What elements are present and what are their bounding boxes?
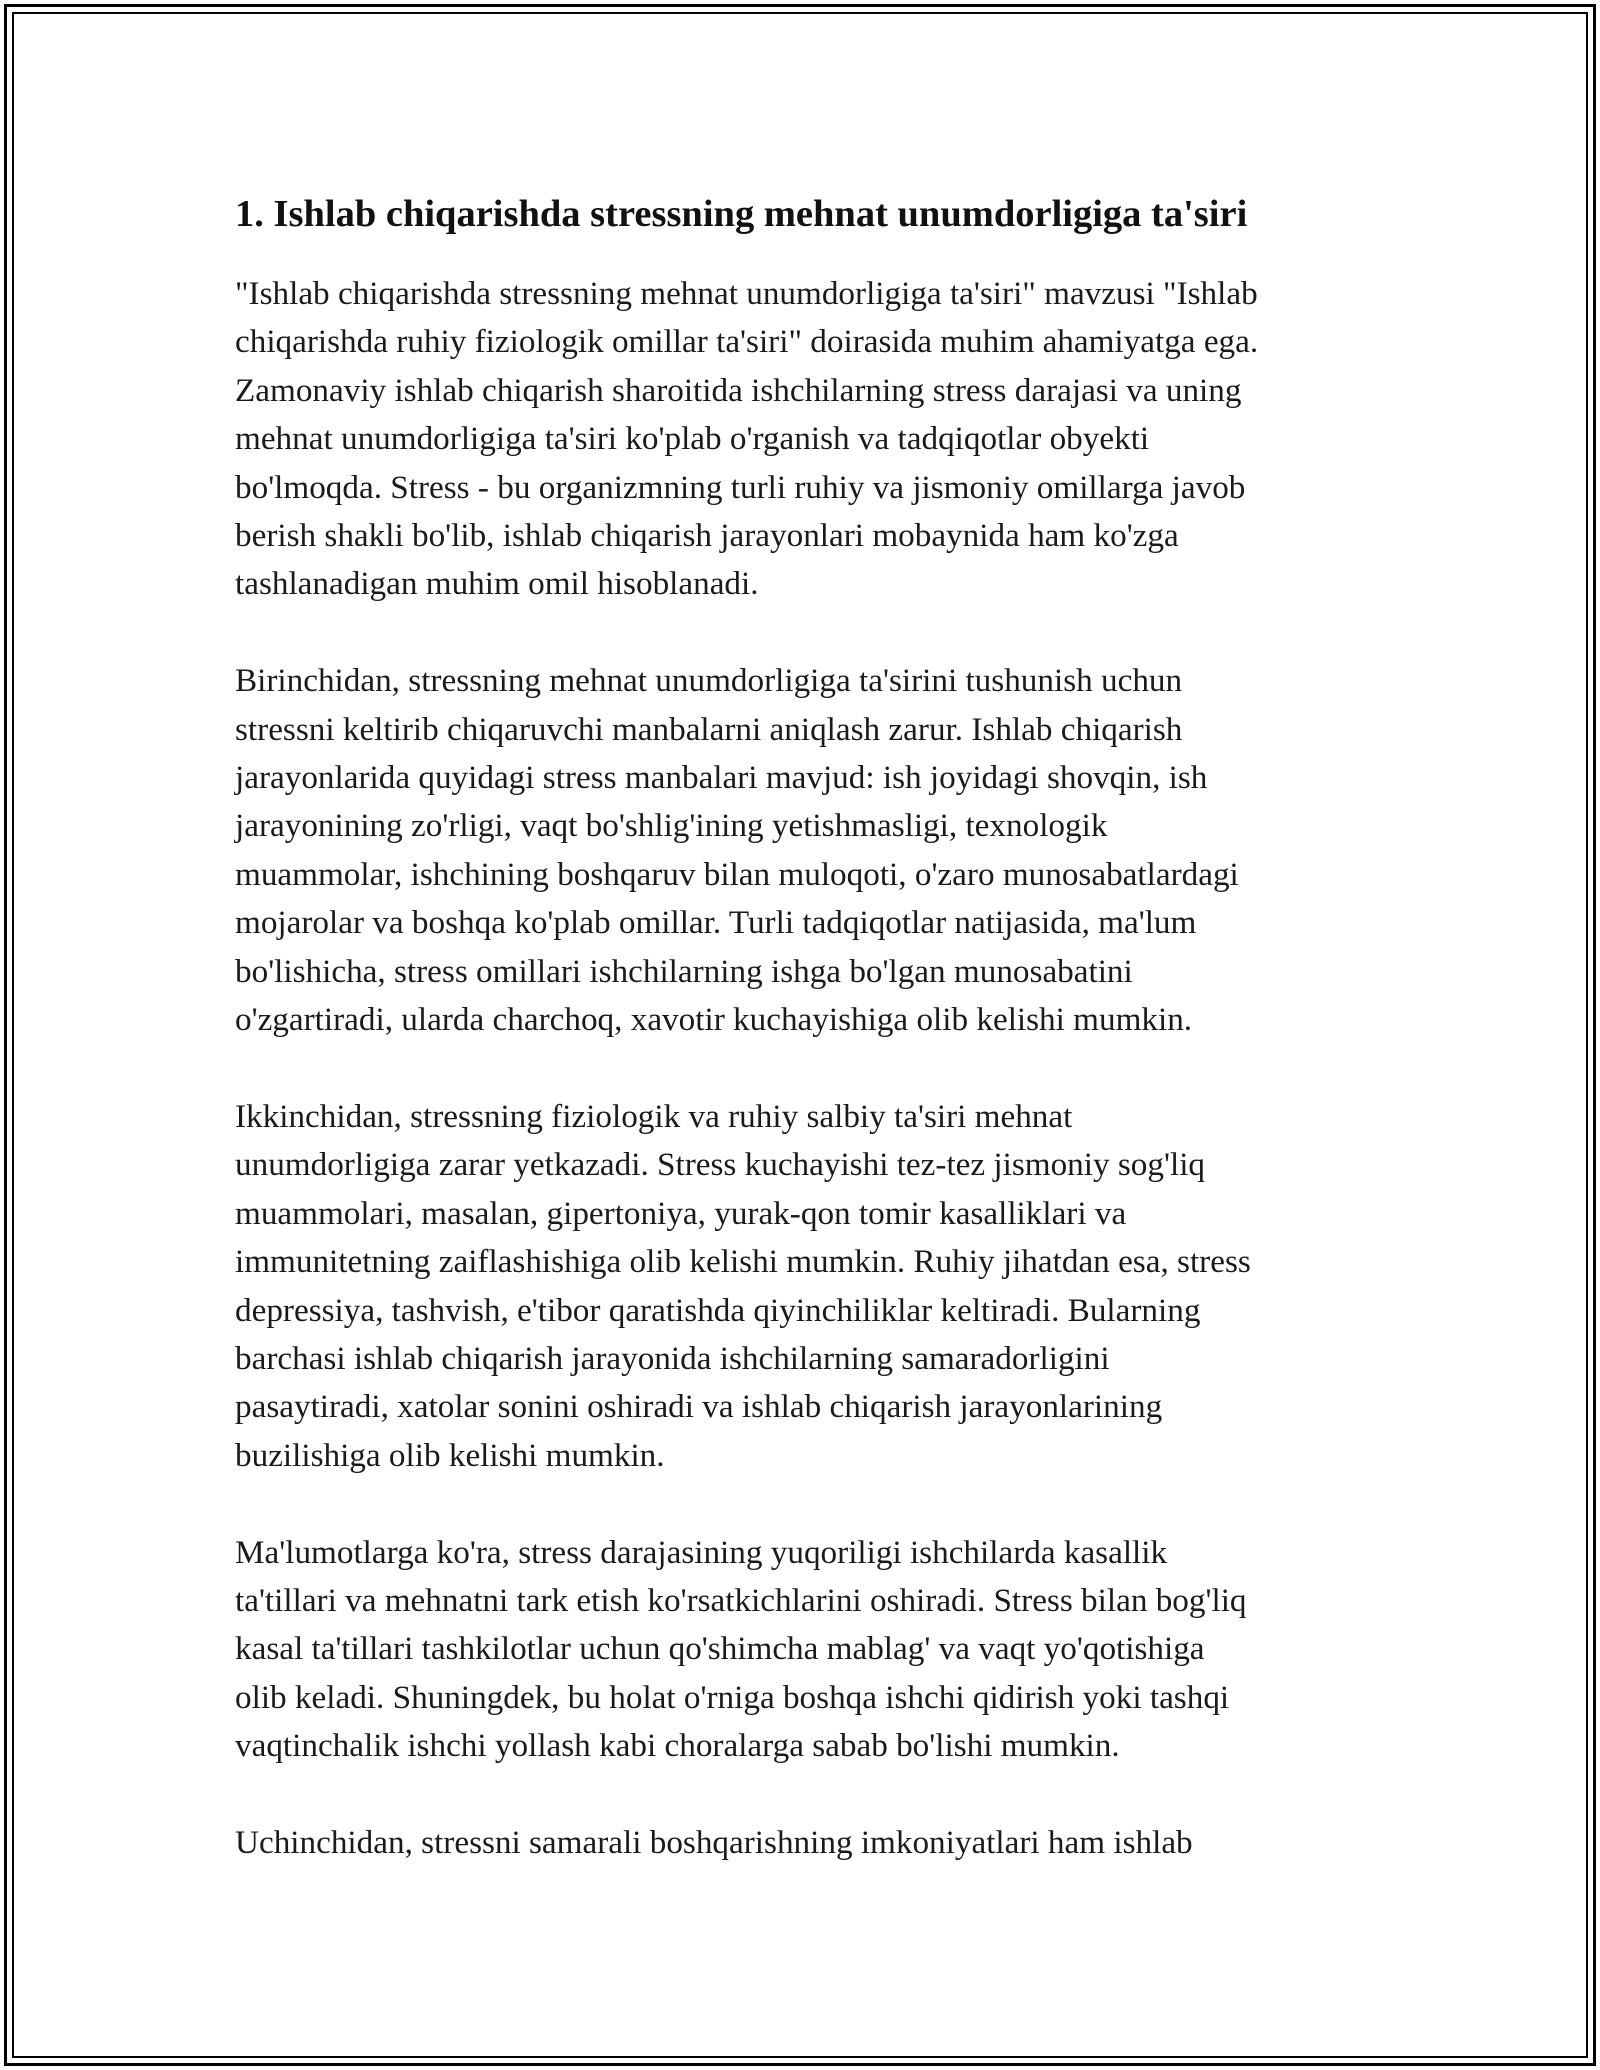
paragraph-line: mehnat unumdorligiga ta'siri ko'plab o'rganish va tadqiqotlar obyekti [235, 420, 1150, 458]
paragraph [235, 1529, 1365, 1771]
paragraph-line: immunitetning zaiflashishiga olib kelishi mumkin. Ruhiy jihatdan esa, stress [235, 1243, 1251, 1281]
paragraph-line: unumdorligiga zarar yetkazadi. Stress kuchayishi tez-tez jismoniy sog'liq [235, 1146, 1206, 1184]
paragraph-line: chiqarishda ruhiy fiziologik omillar ta'siri" doirasida muhim ahamiyatga ega. [235, 323, 1259, 361]
document-body [235, 188, 1365, 1916]
paragraph-line: o'zgartiradi, ularda charchoq, xavotir kuchayishiga olib kelishi mumkin. [235, 1001, 1193, 1039]
paragraph [235, 657, 1365, 1044]
paragraph [235, 270, 1365, 609]
paragraph-line: berish shakli bo'lib, ishlab chiqarish jarayonlari mobaynida ham ko'zga [235, 517, 1179, 555]
paragraph-line: stressni keltirib chiqaruvchi manbalarni aniqlash zarur. Ishlab chiqarish [235, 710, 1183, 748]
paragraph-line: bo'lmoqda. Stress - bu organizmning turli ruhiy va jismoniy omillarga javob [235, 468, 1246, 506]
paragraph-line: jarayonining zo'rligi, vaqt bo'shlig'ining yetishmasligi, texnologik [235, 807, 1108, 845]
paragraph-line: Uchinchidan, stressni samarali boshqarishning imkoniyatlari ham ishlab [235, 1823, 1193, 1861]
paragraph-line: kasal ta'tillari tashkilotlar uchun qo'shimcha mablag' va vaqt yo'qotishiga [235, 1630, 1205, 1668]
section-heading: 1. Ishlab chiqarishda stressning mehnat unumdorligiga ta'siri [235, 193, 1248, 235]
paragraph-line: mojarolar va boshqa ko'plab omillar. Turli tadqiqotlar natijasida, ma'lum [235, 904, 1197, 942]
paragraph-line: ta'tillari va mehnatni tark etish ko'rsatkichlarini oshiradi. Stress bilan bog'liq [235, 1581, 1247, 1619]
paragraph-line: Ma'lumotlarga ko'ra, stress darajasining yuqoriligi ishchilarda kasallik [235, 1533, 1168, 1571]
paragraph [235, 1093, 1365, 1480]
paragraph-line: olib keladi. Shuningdek, bu holat o'rniga boshqa ishchi qidirish yoki tashqi [235, 1678, 1230, 1716]
paragraph-line: muammolari, masalan, gipertoniya, yurak-qon tomir kasalliklari va [235, 1194, 1127, 1232]
paragraph [235, 1819, 1365, 1867]
paragraph-line: vaqtinchalik ishchi yollash kabi choralarga sabab bo'lishi mumkin. [235, 1727, 1120, 1765]
paragraph-line: Zamonaviy ishlab chiqarish sharoitida ishchilarning stress darajasi va uning [235, 371, 1242, 409]
paragraph-list [235, 270, 1365, 1867]
paragraph-line: bo'lishicha, stress omillari ishchilarning ishga bo'lgan munosabatini [235, 952, 1133, 990]
paragraph-line: jarayonlarida quyidagi stress manbalari mavjud: ish joyidagi shovqin, ish [235, 759, 1208, 797]
paragraph-line: tashlanadigan muhim omil hisoblanadi. [235, 565, 759, 603]
paragraph-line: pasaytiradi, xatolar sonini oshiradi va ishlab chiqarish jarayonlarining [235, 1388, 1163, 1426]
paragraph-line: barchasi ishlab chiqarish jarayonida ishchilarning samaradorligini [235, 1339, 1110, 1377]
paragraph-line: muammolar, ishchining boshqaruv bilan muloqoti, o'zaro munosabatlardagi [235, 855, 1239, 893]
paragraph-line: depressiya, tashvish, e'tibor qaratishda qiyinchiliklar keltiradi. Bularning [235, 1291, 1201, 1329]
paragraph-line: Ikkinchidan, stressning fiziologik va ruhiy salbiy ta'siri mehnat [235, 1097, 1073, 1135]
paragraph-line: buzilishiga olib kelishi mumkin. [235, 1436, 665, 1474]
paragraph-line: "Ishlab chiqarishda stressning mehnat unumdorligiga ta'siri" mavzusi "Ishlab [235, 275, 1258, 312]
paragraph-line: Birinchidan, stressning mehnat unumdorligiga ta'sirini tushunish uchun [235, 662, 1183, 700]
